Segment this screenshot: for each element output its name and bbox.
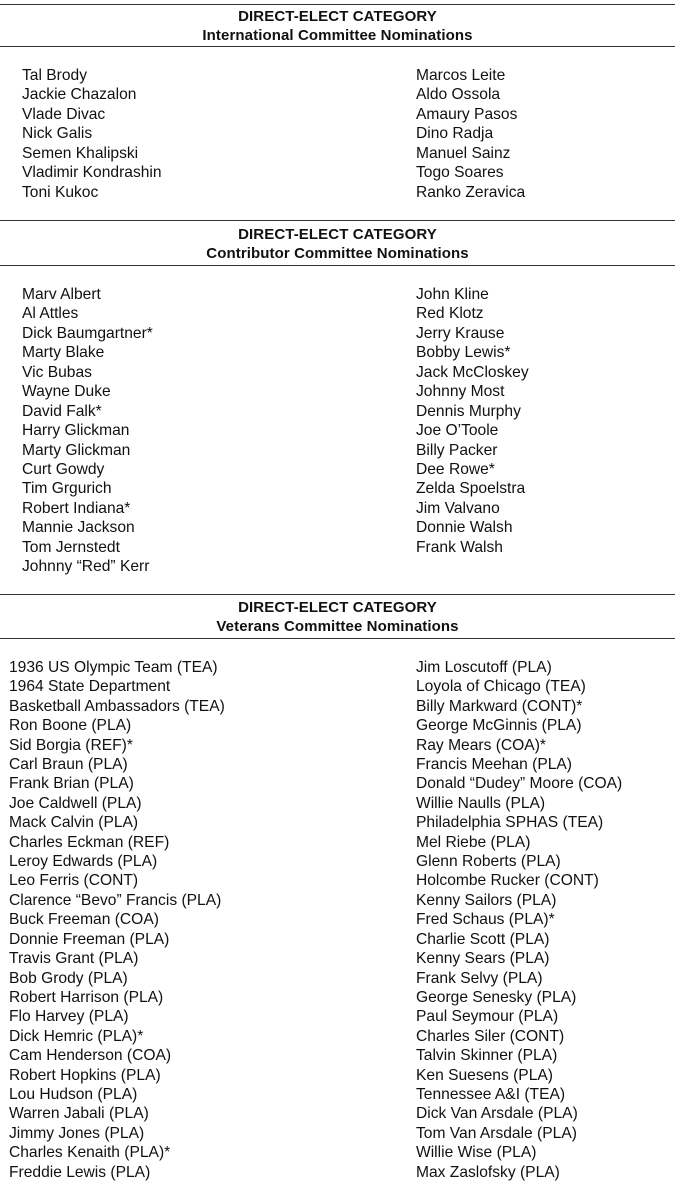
nominee-name: Frank Walsh <box>416 538 503 556</box>
nominee-name: Francis Meehan (PLA) <box>416 756 572 774</box>
nominee-name: Donald “Dudey” Moore (COA) <box>416 775 623 793</box>
nominee-name: Al Attles <box>22 305 79 323</box>
nominee-name: 1936 US Olympic Team (TEA) <box>9 659 218 676</box>
nominee-name: Jack McCloskey <box>416 363 529 381</box>
nominee-name: Ranko Zeravica <box>416 183 526 201</box>
nominee-name: Tal Brody <box>22 67 88 84</box>
nominee-name: Max Zaslofsky (PLA) <box>416 1163 560 1181</box>
nominee-name: Buck Freeman (COA) <box>9 911 159 929</box>
nominee-name: Flo Harvey (PLA) <box>9 1008 129 1026</box>
nominee-name: Dick Van Arsdale (PLA) <box>416 1105 578 1123</box>
section-divider-contributor-top <box>0 220 675 221</box>
section-header-veterans <box>0 598 675 636</box>
nominee-name: Robert Indiana* <box>22 499 131 517</box>
nominee-name: Donnie Walsh <box>416 519 513 537</box>
section-subheading: International Committee Nominations <box>202 27 473 44</box>
nominee-name: Vladimir Kondrashin <box>22 164 162 182</box>
nominee-name: Jim Valvano <box>416 499 500 517</box>
section-divider-veterans-top <box>0 594 675 595</box>
nominee-name: Cam Henderson (COA) <box>9 1047 172 1065</box>
nominee-name: 1964 State Department <box>9 678 171 696</box>
nominee-name: Glenn Roberts (PLA) <box>416 853 561 871</box>
nominee-name: Red Klotz <box>416 305 484 323</box>
nominee-name: Freddie Lewis (PLA) <box>9 1163 151 1181</box>
nominee-name: Dino Radja <box>416 125 494 143</box>
nominee-list-left-veterans <box>9 658 225 1182</box>
nominee-name: Sid Borgia (REF)* <box>9 736 133 754</box>
nominee-name: Talvin Skinner (PLA) <box>416 1047 558 1065</box>
nominee-name: Harry Glickman <box>22 422 130 440</box>
nominee-name: Philadelphia SPHAS (TEA) <box>416 814 604 832</box>
section-heading: DIRECT-ELECT CATEGORY <box>238 8 437 25</box>
nominee-name: Charlie Scott (PLA) <box>416 930 550 948</box>
section-heading: DIRECT-ELECT CATEGORY <box>238 226 437 243</box>
nominee-name: Robert Harrison (PLA) <box>9 988 164 1006</box>
nominee-name: Jackie Chazalon <box>22 86 137 104</box>
nominee-list-right-international <box>416 66 525 202</box>
section-divider-contributor <box>0 265 675 266</box>
nominee-name: Billy Markward (CONT)* <box>416 697 583 715</box>
nominee-name: Nick Galis <box>22 125 93 143</box>
nominee-name: Jerry Krause <box>416 324 505 342</box>
nominee-name: Mannie Jackson <box>22 519 135 537</box>
nominee-name: Ken Suesens (PLA) <box>416 1066 553 1084</box>
nominee-name: Semen Khalipski <box>22 144 139 162</box>
nominee-name: Billy Packer <box>416 441 498 459</box>
nominee-list-right-veterans <box>416 658 622 1182</box>
nominee-name: Joe O’Toole <box>416 422 499 440</box>
nominee-name: Robert Hopkins (PLA) <box>9 1066 161 1084</box>
nominee-name: John Kline <box>416 286 489 303</box>
nominee-name: Willie Wise (PLA) <box>416 1144 537 1162</box>
nominee-name: Jim Loscutoff (PLA) <box>416 659 552 676</box>
nominee-name: Toni Kukoc <box>22 183 99 201</box>
nominee-name: Vic Bubas <box>22 363 92 381</box>
nominee-name: Carl Braun (PLA) <box>9 756 128 774</box>
section-divider-veterans <box>0 638 675 639</box>
nominee-name: Loyola of Chicago (TEA) <box>416 678 586 696</box>
nominee-name: Frank Brian (PLA) <box>9 775 134 793</box>
nominee-name: Basketball Ambassadors (TEA) <box>9 697 225 715</box>
nominee-name: Paul Seymour (PLA) <box>416 1008 559 1026</box>
nominee-name: George Senesky (PLA) <box>416 988 577 1006</box>
nominee-name: Marty Blake <box>22 344 105 362</box>
nominee-name: Jimmy Jones (PLA) <box>9 1124 145 1142</box>
nominee-name: Lou Hudson (PLA) <box>9 1085 138 1103</box>
nominee-name: Fred Schaus (PLA)* <box>416 911 555 929</box>
nominee-name: Amaury Pasos <box>416 105 518 123</box>
nominee-name: Tim Grgurich <box>22 480 112 498</box>
section-subheading: Contributor Committee Nominations <box>206 245 469 262</box>
nominee-name: Curt Gowdy <box>22 460 105 478</box>
nominee-name: Manuel Sainz <box>416 144 511 162</box>
nominee-name: Marty Glickman <box>22 441 131 459</box>
nominee-name: Tom Van Arsdale (PLA) <box>416 1124 577 1142</box>
nominee-name: Dick Baumgartner* <box>22 324 153 342</box>
nominee-name: Holcombe Rucker (CONT) <box>416 872 599 890</box>
nominee-name: Mel Riebe (PLA) <box>416 833 531 851</box>
nominee-name: Vlade Divac <box>22 105 106 123</box>
nominee-name: Willie Naulls (PLA) <box>416 794 546 812</box>
section-header-contributor <box>0 225 675 263</box>
nominee-name: Charles Kenaith (PLA)* <box>9 1144 171 1162</box>
nominee-list-right-contributor <box>416 285 529 557</box>
nominee-name: Ray Mears (COA)* <box>416 736 546 754</box>
nominee-name: Tom Jernstedt <box>22 538 120 556</box>
nominee-name: Dick Hemric (PLA)* <box>9 1027 144 1045</box>
nominee-name: Travis Grant (PLA) <box>9 950 139 968</box>
section-heading: DIRECT-ELECT CATEGORY <box>238 599 437 616</box>
nominee-name: Dee Rowe* <box>416 460 495 478</box>
section-divider-top <box>0 4 675 5</box>
nominee-name: Marcos Leite <box>416 67 506 84</box>
nominee-name: Leroy Edwards (PLA) <box>9 853 158 871</box>
section-divider-international <box>0 46 675 47</box>
nominee-name: Dennis Murphy <box>416 402 521 420</box>
nominee-list-left-international <box>22 66 162 202</box>
nominee-name: Aldo Ossola <box>416 86 501 104</box>
nominee-name: Ron Boone (PLA) <box>9 717 132 735</box>
nominee-name: Leo Ferris (CONT) <box>9 872 139 890</box>
nominee-name: Kenny Sailors (PLA) <box>416 891 557 909</box>
nominee-name: Joe Caldwell (PLA) <box>9 794 142 812</box>
nominee-name: Johnny Most <box>416 383 505 401</box>
nominee-name: Bob Grody (PLA) <box>9 969 128 987</box>
nominee-list-left-contributor <box>22 285 153 577</box>
nominee-name: Warren Jabali (PLA) <box>9 1105 149 1123</box>
nominee-name: Donnie Freeman (PLA) <box>9 930 170 948</box>
section-subheading: Veterans Committee Nominations <box>216 618 459 635</box>
nominee-name: Kenny Sears (PLA) <box>416 950 550 968</box>
nominee-name: Wayne Duke <box>22 383 111 401</box>
nominee-name: Mack Calvin (PLA) <box>9 814 139 832</box>
nominee-name: George McGinnis (PLA) <box>416 717 582 735</box>
nominee-name: Charles Siler (CONT) <box>416 1027 565 1045</box>
nominee-name: Frank Selvy (PLA) <box>416 969 543 987</box>
nominee-name: Bobby Lewis* <box>416 344 511 362</box>
nominee-name: Charles Eckman (REF) <box>9 833 170 851</box>
nominee-name: Clarence “Bevo” Francis (PLA) <box>9 891 222 909</box>
nominee-name: Togo Soares <box>416 164 504 182</box>
section-header-international <box>0 7 675 45</box>
nominee-name: Johnny “Red” Kerr <box>22 558 150 576</box>
nominee-name: Marv Albert <box>22 286 101 303</box>
nominee-name: Zelda Spoelstra <box>416 480 526 498</box>
nominee-name: Tennessee A&I (TEA) <box>416 1085 566 1103</box>
nominee-name: David Falk* <box>22 402 102 420</box>
